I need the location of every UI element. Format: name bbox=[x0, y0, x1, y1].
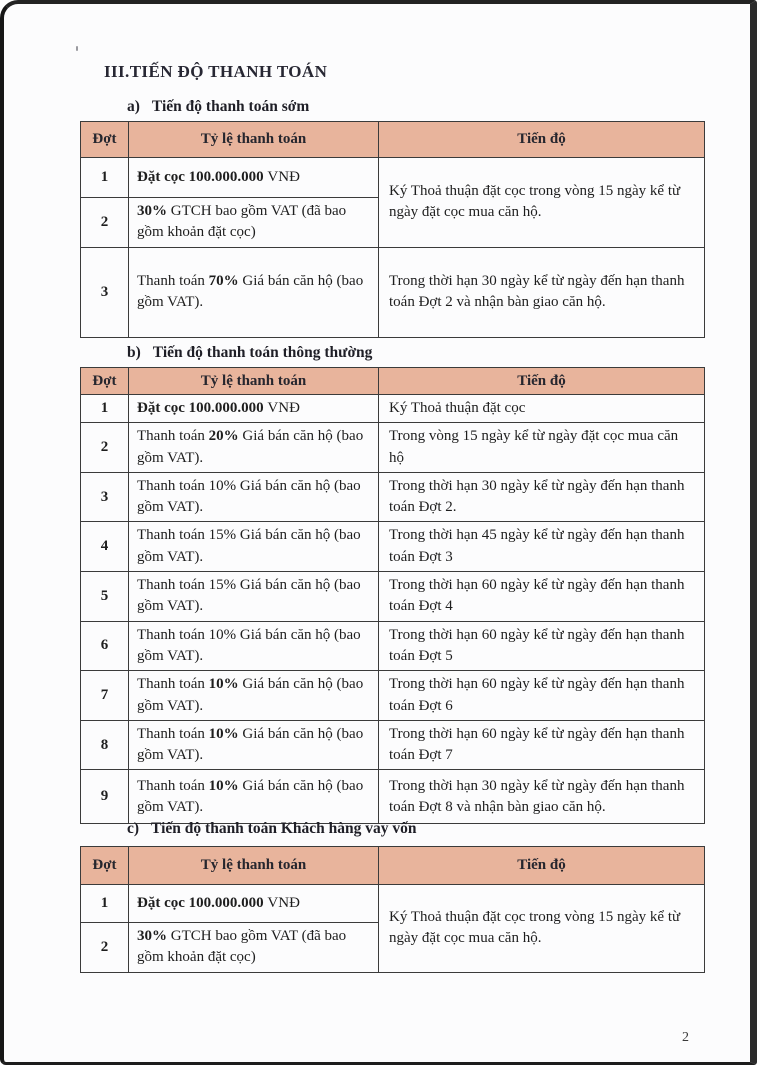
payment-table-standard bbox=[80, 367, 705, 824]
section-a-heading-text: Tiến độ thanh toán sớm bbox=[151, 98, 310, 115]
stage-number-cell: 1 bbox=[81, 158, 129, 198]
table-row bbox=[81, 720, 705, 770]
payment-ratio-bold-text: 10% bbox=[208, 676, 239, 693]
payment-ratio-text: GTCH bao gồm VAT (đã bao gồm khoản đặt cọc) bbox=[137, 928, 347, 966]
column-header-tien-do: Tiến độ bbox=[379, 847, 705, 885]
section-b-label: b) bbox=[127, 344, 141, 361]
stage-number-cell: 3 bbox=[81, 472, 129, 522]
schedule-cell: Ký Thoả thuận đặt cọc trong vòng 15 ngày kể từ ngày đặt cọc mua căn hộ. bbox=[379, 158, 705, 248]
document-title: III.TIẾN ĐỘ THANH TOÁN bbox=[104, 62, 328, 81]
stage-number-cell: 2 bbox=[81, 923, 129, 973]
stage-number-cell: 9 bbox=[81, 770, 129, 824]
schedule-cell: Trong thời hạn 30 ngày kể từ ngày đến hạn thanh toán Đợt 8 và nhận bàn giao căn hộ. bbox=[379, 770, 705, 824]
table-row bbox=[81, 395, 705, 423]
column-header-dot: Đợt bbox=[81, 368, 129, 395]
payment-ratio-text: Thanh toán bbox=[137, 777, 209, 794]
stage-number-cell: 1 bbox=[81, 885, 129, 923]
table-row bbox=[81, 423, 705, 473]
payment-ratio-text: Giá bán căn hộ (bao gồm VAT). bbox=[137, 676, 364, 714]
table-row bbox=[81, 247, 705, 337]
schedule-cell: Trong thời hạn 60 ngày kể từ ngày đến hạn thanh toán Đợt 6 bbox=[379, 671, 705, 721]
payment-ratio-text: Thanh toán 10% Giá bán căn hộ (bao gồm VAT). bbox=[137, 477, 361, 516]
payment-table-loan bbox=[80, 846, 705, 973]
payment-ratio-bold-text: 10% bbox=[208, 725, 239, 742]
payment-ratio-text: Giá bán căn hộ (bao gồm VAT). bbox=[137, 272, 364, 311]
column-header-dot: Đợt bbox=[81, 847, 129, 885]
column-header-ty-le: Tỷ lệ thanh toán bbox=[129, 122, 379, 158]
section-a-label: a) bbox=[127, 98, 140, 115]
payment-ratio-text: Thanh toán 10% Giá bán căn hộ (bao gồm VAT). bbox=[137, 626, 361, 664]
payment-ratio-bold-text: 10% bbox=[208, 777, 239, 794]
payment-ratio-bold-text: 70% bbox=[208, 272, 239, 289]
table-row bbox=[81, 572, 705, 622]
schedule-cell: Trong thời hạn 60 ngày kể từ ngày đến hạn thanh toán Đợt 4 bbox=[379, 572, 705, 622]
payment-ratio-cell bbox=[129, 671, 379, 721]
payment-ratio-bold-text: 30% bbox=[137, 928, 167, 944]
table-row bbox=[81, 671, 705, 721]
page-number: 2 bbox=[682, 1030, 689, 1045]
payment-ratio-text: VNĐ bbox=[267, 894, 300, 911]
payment-ratio-text: Thanh toán bbox=[137, 725, 209, 742]
schedule-cell: Ký Thoả thuận đặt cọc trong vòng 15 ngày kể từ ngày đặt cọc mua căn hộ. bbox=[379, 885, 705, 973]
stage-number-cell: 1 bbox=[81, 395, 129, 423]
payment-ratio-text: VNĐ bbox=[267, 400, 300, 416]
payment-ratio-bold-text: 30% bbox=[137, 203, 167, 219]
payment-ratio-bold-text: Đặt cọc 100.000.000 bbox=[137, 168, 268, 185]
payment-ratio-cell bbox=[129, 472, 379, 522]
payment-ratio-text: Thanh toán bbox=[137, 428, 209, 445]
table-header-row bbox=[81, 847, 705, 885]
stage-number-cell: 6 bbox=[81, 621, 129, 671]
scan-artifact-speck bbox=[76, 46, 78, 51]
payment-ratio-text: Thanh toán bbox=[137, 676, 209, 693]
payment-ratio-cell bbox=[129, 720, 379, 770]
table-row bbox=[81, 158, 705, 198]
schedule-cell: Trong thời hạn 60 ngày kể từ ngày đến hạn thanh toán Đợt 7 bbox=[379, 720, 705, 770]
payment-ratio-cell bbox=[129, 247, 379, 337]
schedule-cell: Ký Thoả thuận đặt cọc bbox=[379, 395, 705, 423]
payment-ratio-bold-text: Đặt cọc 100.000.000 bbox=[137, 894, 268, 911]
payment-ratio-bold-text: 20% bbox=[208, 428, 239, 445]
stage-number-cell: 5 bbox=[81, 572, 129, 622]
payment-ratio-text: Thanh toán bbox=[137, 272, 209, 289]
payment-ratio-text: VNĐ bbox=[267, 168, 300, 185]
payment-ratio-text: GTCH bao gồm VAT (đã bao gồm khoản đặt cọc) bbox=[137, 203, 347, 241]
payment-ratio-cell bbox=[129, 395, 379, 423]
stage-number-cell: 7 bbox=[81, 671, 129, 721]
table-header-row bbox=[81, 122, 705, 158]
payment-ratio-text: Thanh toán 15% Giá bán căn hộ (bao gồm VAT). bbox=[137, 577, 361, 615]
payment-ratio-cell bbox=[129, 770, 379, 824]
payment-ratio-text: Giá bán căn hộ (bao gồm VAT). bbox=[137, 777, 364, 815]
schedule-cell: Trong thời hạn 45 ngày kể từ ngày đến hạn thanh toán Đợt 3 bbox=[379, 522, 705, 572]
payment-ratio-text: Giá bán căn hộ (bao gồm VAT). bbox=[137, 428, 364, 466]
table-row bbox=[81, 770, 705, 824]
payment-ratio-cell bbox=[129, 923, 379, 973]
table-row bbox=[81, 621, 705, 671]
column-header-tien-do: Tiến độ bbox=[379, 122, 705, 158]
payment-table-early bbox=[80, 121, 705, 338]
schedule-cell: Trong thời hạn 30 ngày kể từ ngày đến hạn thanh toán Đợt 2 và nhận bàn giao căn hộ. bbox=[379, 247, 705, 337]
stage-number-cell: 2 bbox=[81, 198, 129, 248]
table-row bbox=[81, 472, 705, 522]
table-row bbox=[81, 522, 705, 572]
stage-number-cell: 4 bbox=[81, 522, 129, 572]
payment-ratio-cell bbox=[129, 198, 379, 248]
table-header-row bbox=[81, 368, 705, 395]
payment-ratio-text: Giá bán căn hộ (bao gồm VAT). bbox=[137, 725, 364, 764]
payment-ratio-cell bbox=[129, 621, 379, 671]
payment-ratio-bold-text: Đặt cọc 100.000.000 bbox=[137, 400, 268, 416]
section-b-heading-text: Tiến độ thanh toán thông thường bbox=[152, 344, 373, 361]
schedule-cell: Trong thời hạn 30 ngày kể từ ngày đến hạn thanh toán Đợt 2. bbox=[379, 472, 705, 522]
payment-ratio-cell bbox=[129, 423, 379, 473]
schedule-cell: Trong thời hạn 60 ngày kể từ ngày đến hạn thanh toán Đợt 5 bbox=[379, 621, 705, 671]
payment-ratio-text: Thanh toán 15% Giá bán căn hộ (bao gồm VAT). bbox=[137, 527, 361, 565]
column-header-ty-le: Tỷ lệ thanh toán bbox=[129, 368, 379, 395]
section-c-heading-text: Tiến độ thanh toán Khách hàng vay vốn bbox=[151, 820, 417, 837]
section-c-heading bbox=[127, 820, 417, 838]
payment-ratio-cell bbox=[129, 885, 379, 923]
column-header-dot: Đợt bbox=[81, 122, 129, 158]
section-c-label: c) bbox=[127, 820, 140, 837]
payment-ratio-cell bbox=[129, 572, 379, 622]
table-row bbox=[81, 885, 705, 923]
column-header-tien-do: Tiến độ bbox=[379, 368, 705, 395]
section-a-heading bbox=[127, 98, 309, 116]
payment-ratio-cell bbox=[129, 158, 379, 198]
stage-number-cell: 8 bbox=[81, 720, 129, 770]
stage-number-cell: 3 bbox=[81, 247, 129, 337]
payment-ratio-cell bbox=[129, 522, 379, 572]
section-b-heading bbox=[127, 344, 372, 362]
column-header-ty-le: Tỷ lệ thanh toán bbox=[129, 847, 379, 885]
schedule-cell: Trong vòng 15 ngày kể từ ngày đặt cọc mua căn hộ bbox=[379, 423, 705, 473]
stage-number-cell: 2 bbox=[81, 423, 129, 473]
